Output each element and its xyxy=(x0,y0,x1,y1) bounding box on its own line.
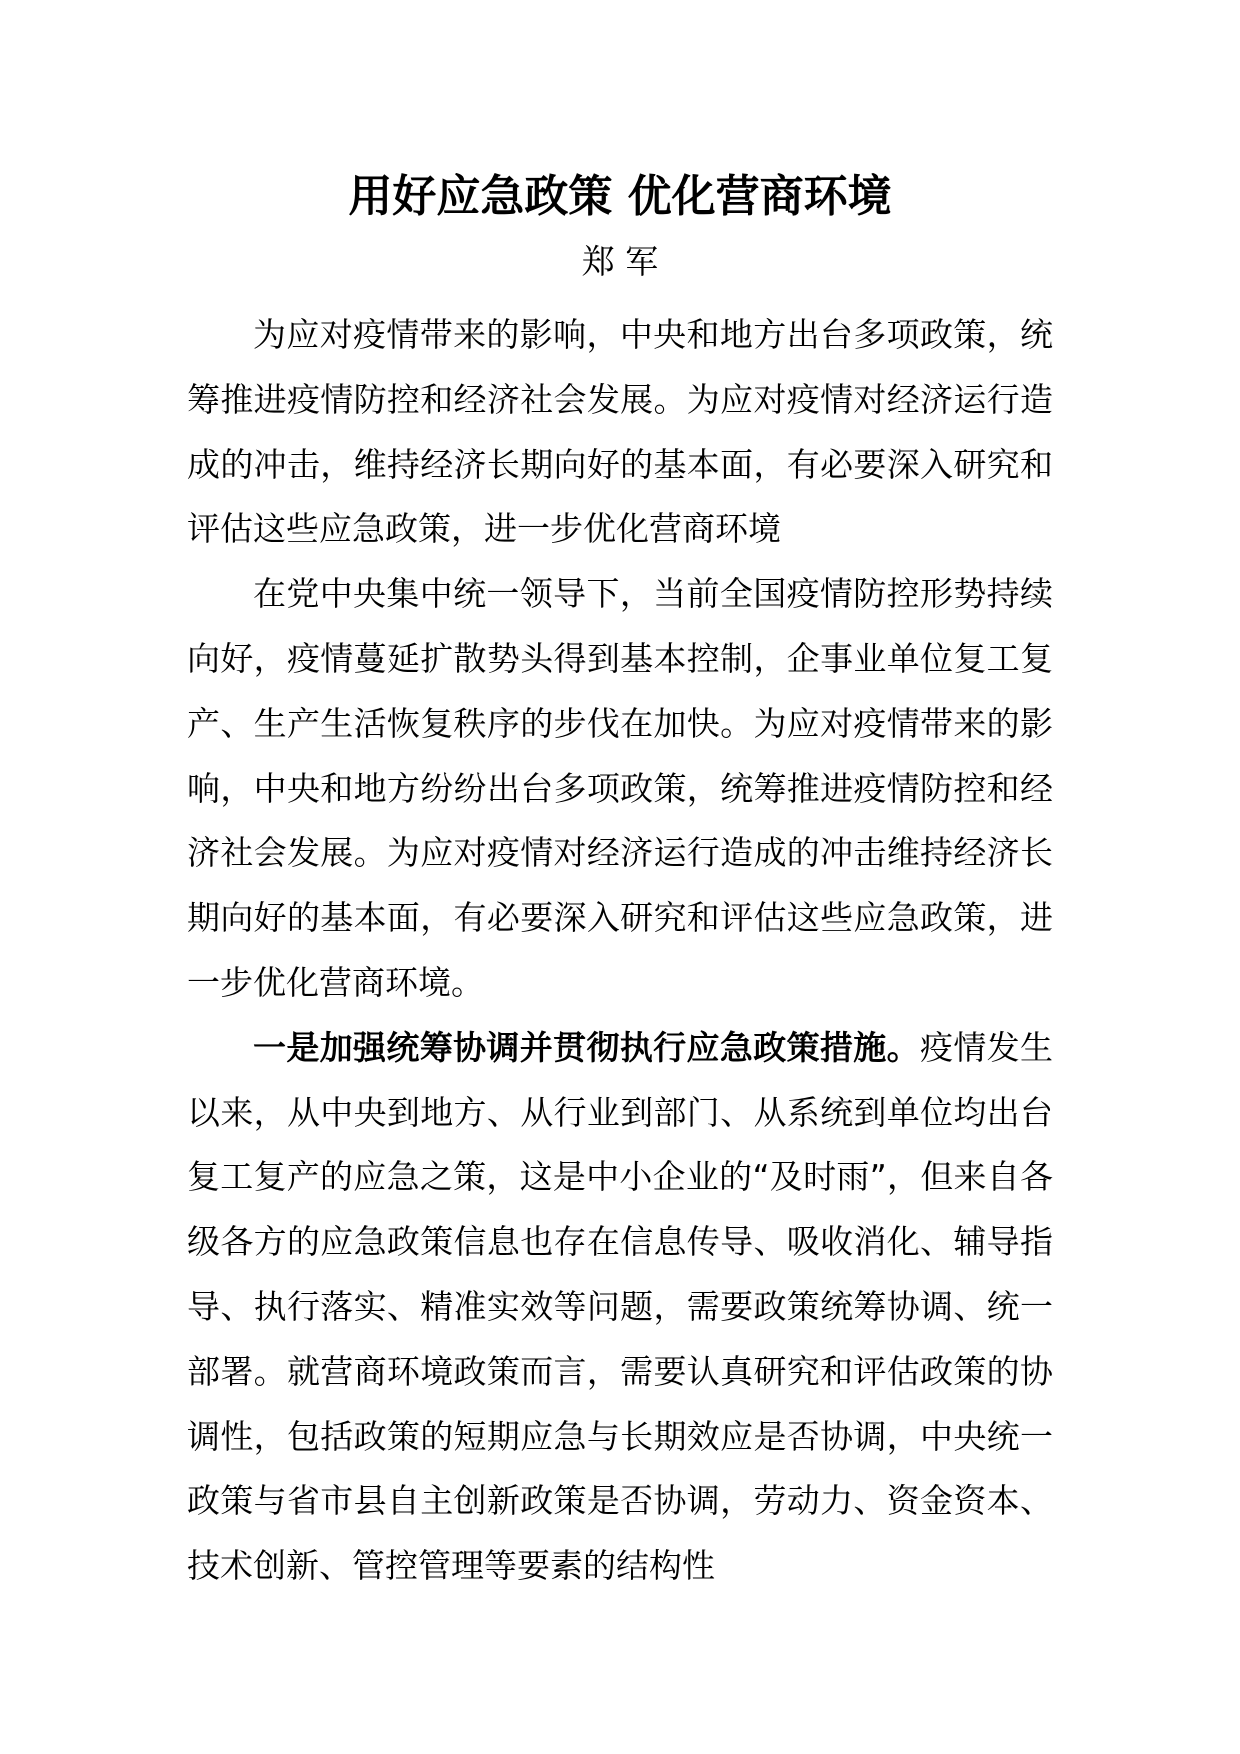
author-name: 郑 军 xyxy=(581,242,659,281)
paragraph-2-text: 在党中央集中统一领导下，当前全国疫情防控形势持续向好，疫情蔓延扩散势头得到基本控制，企事业单位复工复产、生产生活恢复秩序的步伐在加快。为应对疫情带来的影响，中央和地方纷纷出台多项政策，统筹推进疫情防控和经济社会发展。为应对疫情对经济运行造成的冲击维持经济长期向好的基本面，有必要深入研究和评估这些应急政策，进一步优化营商环境。 xyxy=(187,574,1053,1002)
paragraph-1-text: 为应对疫情带来的影响，中央和地方出台多项政策，统筹推进疫情防控和经济社会发展。为应对疫情对经济运行造成的冲击，维持经济长期向好的基本面，有必要深入研究和评估这些应急政策，进一步优化营商环境 xyxy=(187,315,1053,549)
paragraph-2 xyxy=(187,562,1053,1016)
document-title: 用好应急政策 优化营商环境 xyxy=(348,171,892,222)
paragraph-3-lead: 一是加强统筹协调并贯彻执行应急政策措施。 xyxy=(253,1027,920,1067)
document-body xyxy=(187,303,1053,1599)
paragraph-3 xyxy=(187,1016,1053,1599)
paragraph-3-text: 疫情发生以来，从中央到地方、从行业到部门、从系统到单位均出台复工复产的应急之策，这是中小企业的“及时雨”，但来自各级各方的应急政策信息也存在信息传导、吸收消化、辅导指导、执行落实、精准实效等问题，需要政策统筹协调、统一部署。就营商环境政策而言，需要认真研究和评估政策的协调性，包括政策的短期应急与长期效应是否协调，中央统一政策与省市县自主创新政策是否协调，劳动力、资金资本、技术创新、管控管理等要素的结构性 xyxy=(187,1027,1054,1586)
paragraph-1 xyxy=(187,303,1053,562)
